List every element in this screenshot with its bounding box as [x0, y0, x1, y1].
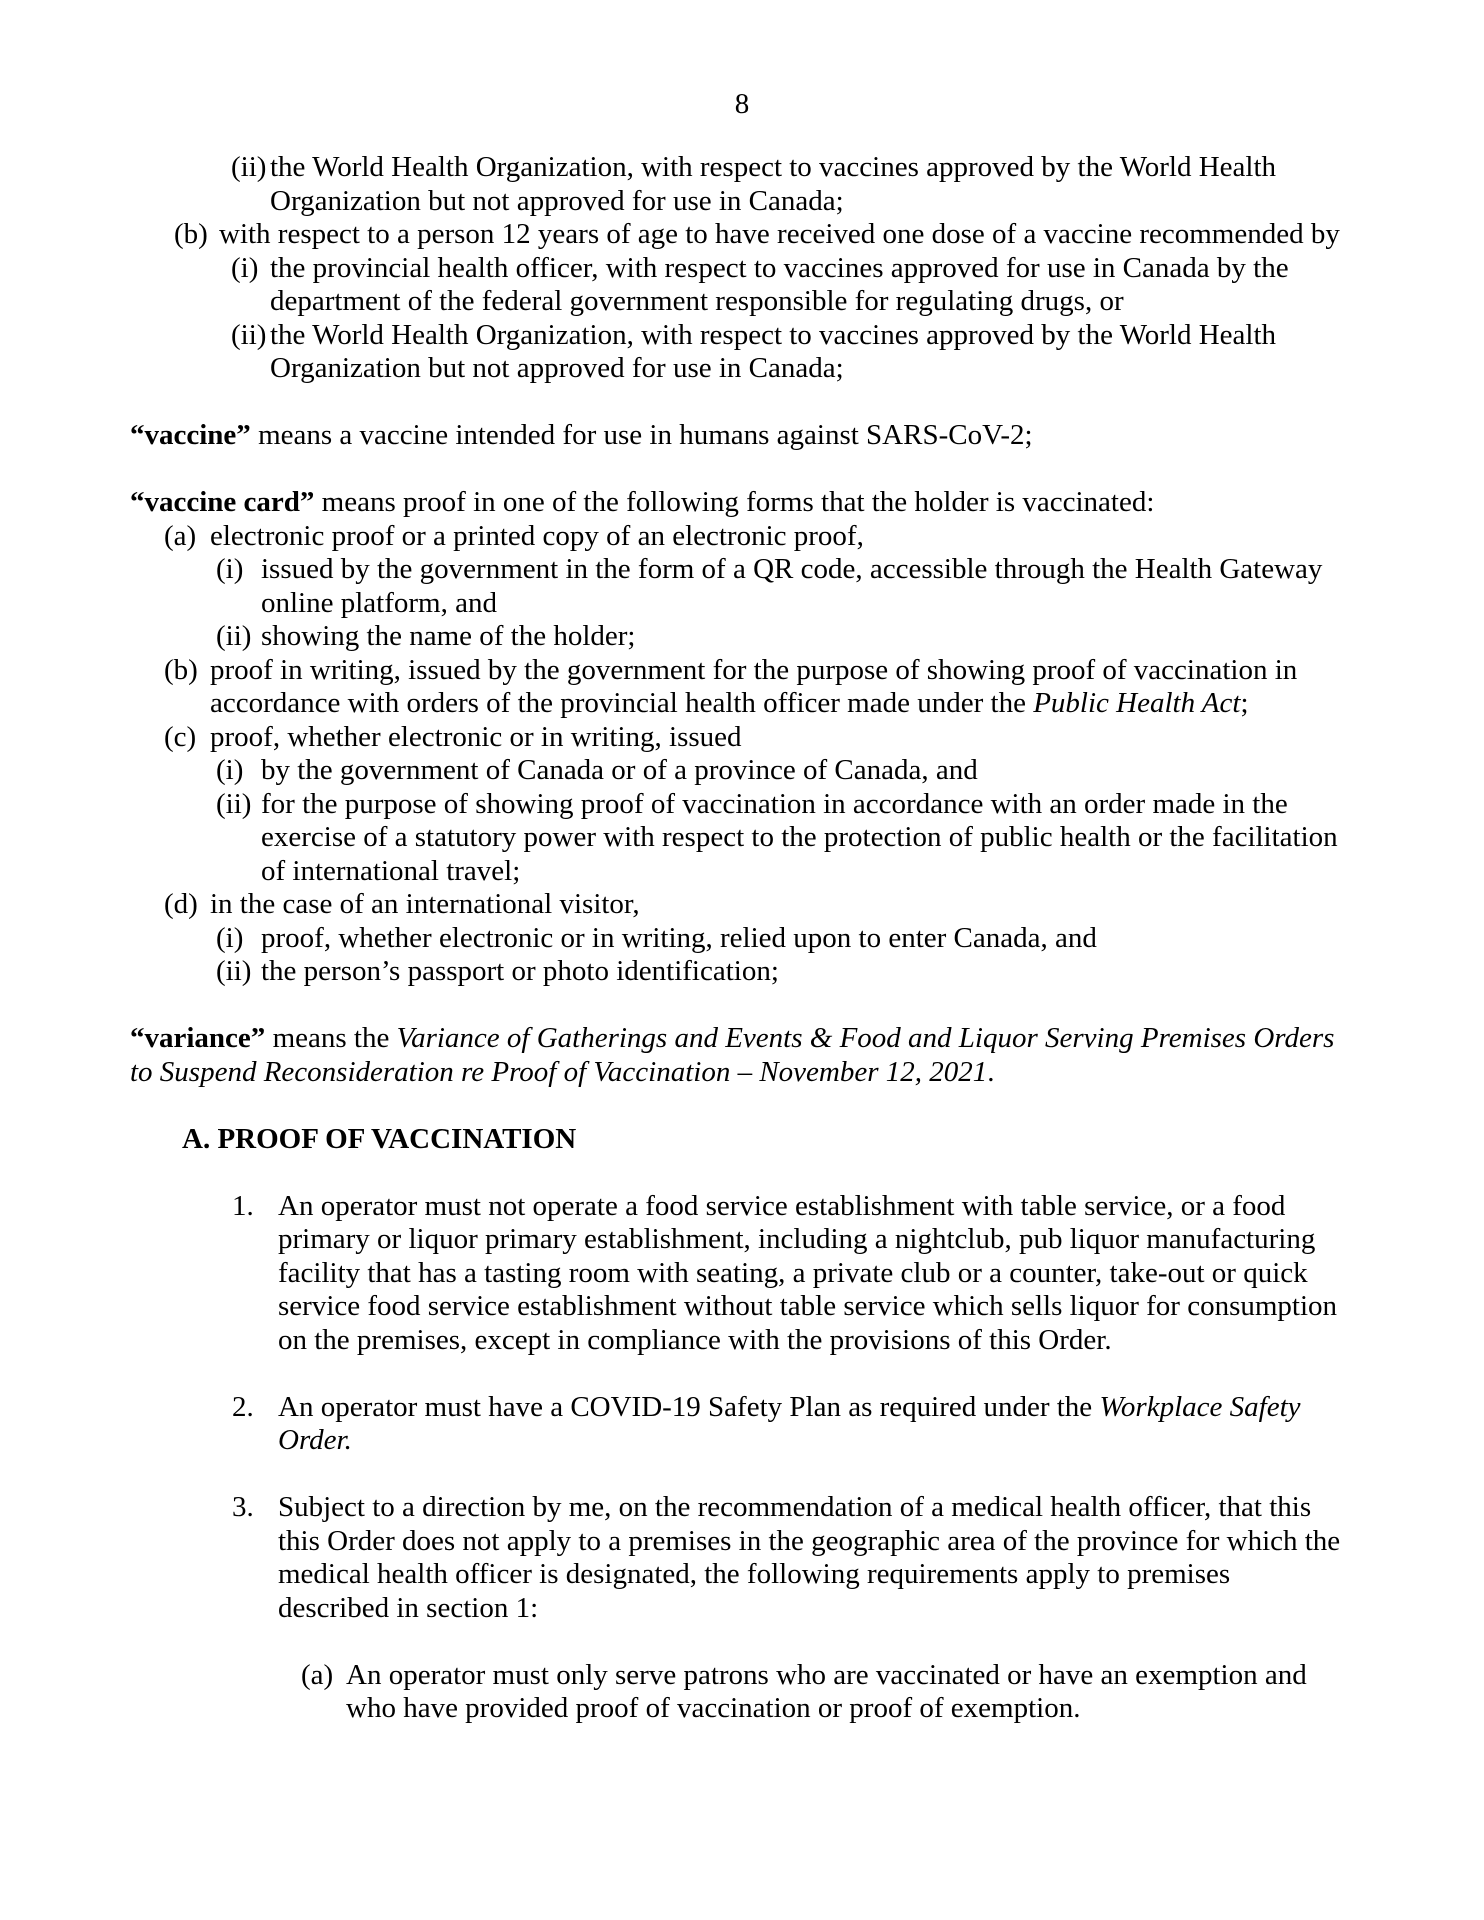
section-heading: A. PROOF OF VACCINATION	[182, 1122, 577, 1155]
list-item: (ii) showing the name of the holder;	[216, 620, 636, 652]
list-item: (i) issued by the government in the form of a QR code, accessible through the Health Gateway online platform, and	[216, 553, 1323, 619]
list-item: (i) by the government of Canada or of a province of Canada, and	[216, 754, 978, 786]
list-item: (i) proof, whether electronic or in writing, relied upon to enter Canada, and	[216, 921, 1097, 954]
definition-term: “vaccine”	[130, 419, 251, 451]
list-item: (ii) the person’s passport or photo identification;	[216, 955, 779, 987]
list-item: (d) in the case of an international visitor,	[164, 888, 640, 920]
list-item: (ii) the World Health Organization, with respect to vaccines approved by the World Health Organization but not approved for use in Canada;	[231, 318, 1277, 384]
section-item: 2. An operator must have a COVID-19 Safety Plan as required under the Workplace Safety Order.	[232, 1390, 1301, 1456]
list-item: (ii) the World Health Organization, with respect to vaccines approved by the World Health Organization but not approved for use in Canada;	[231, 151, 1277, 217]
list-item: (b) with respect to a person 12 years of age to have received one dose of a vaccine recommended by	[174, 218, 1340, 250]
section-item: 3. Subject to a direction by me, on the recommendation of a medical health officer, that this this Order does not apply to a premises in the geographic area of the province for which the medical health officer is designated, the following requirements apply to premises described in section 1:	[232, 1491, 1341, 1624]
section-item: 1. An operator must not operate a food service establishment with table service, or a food primary or liquor primary establishment, including a nightclub, pub liquor manufacturing facility that has a tasting room with seating, a private club or a counter, take-out or quick service food service establishment without table service which sells liquor for consumption on the premises, except in compliance with the provisions of this Order.	[232, 1189, 1338, 1356]
list-item: (a) electronic proof or a printed copy of an electronic proof,	[164, 519, 864, 552]
list-item: (c) proof, whether electronic or in writing, issued	[164, 720, 742, 753]
list-item: (i) the provincial health officer, with respect to vaccines approved for use in Canada by the department of the federal government responsible for regulating drugs, or	[231, 251, 1289, 317]
list-item: (b) proof in writing, issued by the government for the purpose of showing proof of vaccination in accordance with orders of the provincial health officer made under the Public Health Act;	[164, 653, 1298, 719]
definition-term: “vaccine card”	[130, 486, 315, 518]
page-number: 8	[734, 88, 750, 120]
definition-term: “variance”	[130, 1022, 266, 1054]
definition-variance: “variance” means the Variance of Gatherings and Events & Food and Liquor Serving Premises Orders to Suspend Reconsideration re Proof of Vaccination – November 12, 2021.	[130, 1022, 1335, 1088]
definition-vaccine: “vaccine” means a vaccine intended for use in humans against SARS-CoV-2;	[130, 419, 1033, 451]
document-body	[130, 151, 1370, 1726]
list-item: (ii) for the purpose of showing proof of vaccination in accordance with an order made in the exercise of a statutory power with respect to the protection of public health or the facilitation of international travel;	[216, 787, 1338, 887]
definition-vaccine-card: “vaccine card” means proof in one of the following forms that the holder is vaccinated:	[130, 486, 1155, 518]
section-subitem: (a) An operator must only serve patrons who are vaccinated or have an exemption and who have provided proof of vaccination or proof of exemption.	[301, 1658, 1307, 1724]
